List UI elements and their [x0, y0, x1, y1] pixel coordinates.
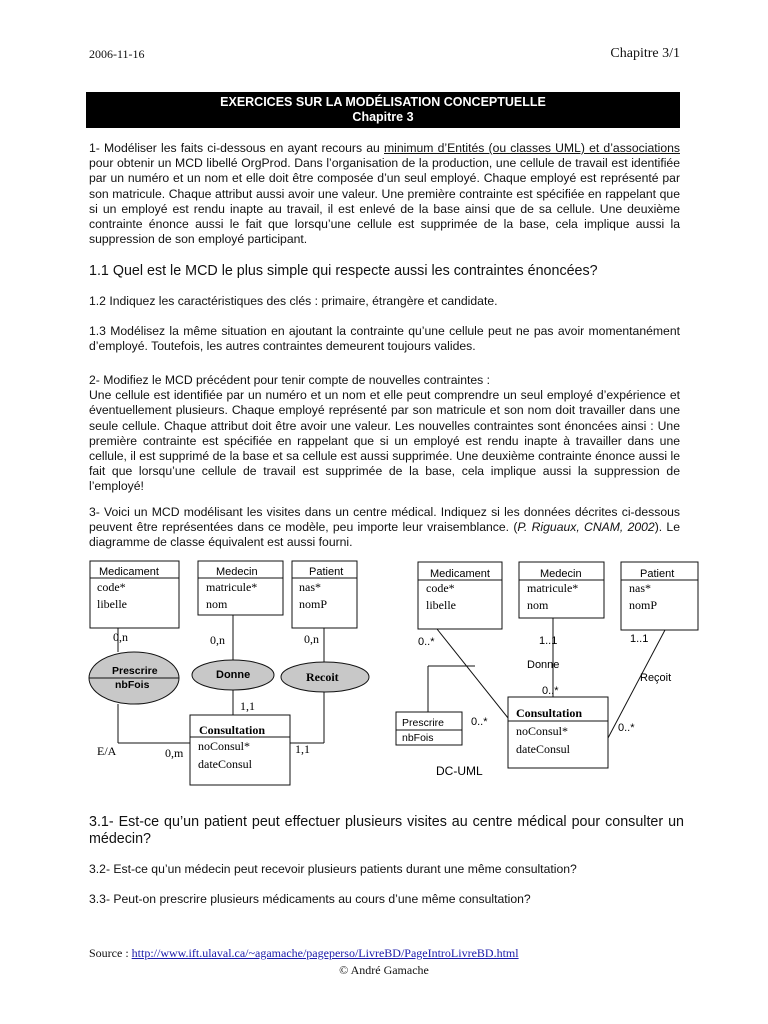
uml-card-patient: 1..1 [630, 633, 649, 645]
question-1-3: 1.3 Modélisez la même situation en ajoutant la contrainte qu’une cellule peut ne pas avoir momentanément d’employé. Toutefois, les autres contraintes demeurent toujours valides. [89, 324, 680, 354]
mcd-medicament-attr-2: libelle [97, 597, 127, 611]
mcd-card-donne-consult: 1,1 [240, 699, 255, 713]
mcd-prescrire-attr: nbFois [115, 679, 150, 691]
uml-consultation-attr-2: dateConsul [516, 742, 570, 756]
exercise-1-text [89, 141, 680, 247]
mcd-card-recoit-consult: 1,1 [295, 742, 310, 756]
uml-medicament-attr-2: libelle [426, 598, 456, 612]
uml-recoit-label: Reçoit [640, 672, 672, 684]
mcd-recoit-name: Recoit [306, 670, 339, 684]
exercise-3-citation: P. Riguaux, CNAM, 2002 [517, 520, 655, 535]
uml-prescrire-name: Prescrire [402, 717, 445, 729]
uml-medecin-name: Medecin [540, 568, 582, 580]
exercise-1-intro: 1- Modéliser les faits ci-dessous en ayant recours au [89, 141, 384, 155]
footer-copyright: © André Gamache [339, 963, 429, 977]
mcd-patient-attr-2: nomP [299, 597, 328, 611]
exercise-2-body: Une cellule est identifiée par un numéro et un nom et elle peut comprendre un seul employé d’expérience et éventuellement plusieurs. Chaque employé représenté par son matricule et son nom doit travailler dans une seule cellule. Chaque attribut doit être avoir une valeur. Les nouvelles contraintes sont énoncées ainsi : Une première contrainte est spécifiée en rappelant que si un employé est rendu inapte à travailler dans une cellule, il est supprimé de la base et sa cellule est aussi supprimée. Une deuxième contrainte énonce aussi le fait que lorsqu’une cellule de travail est supprimée de la base, cela implique aussi la suppression de l’employé! [89, 388, 680, 494]
uml-medicament-name: Medicament [430, 568, 490, 580]
question-3-3: 3.3- Peut-on prescrire plusieurs médicaments au cours d’une même consultation? [89, 892, 531, 906]
exercise-3-outro: ). Le diagramme de classe équivalent est aussi fourni. [89, 520, 680, 550]
exercise-3-intro: 3- Voici un MCD modélisant les visites dans un centre médical. Indiquez si les données décrites ci-dessous peuvent être représentées dans ce modèle, peu importe leur vraisemblance. ( [89, 505, 680, 535]
question-1-2: 1.2 Indiquez les caractéristiques des clés : primaire, étrangère et candidate. [89, 294, 498, 308]
header-chapter: Chapitre 3/1 [610, 46, 680, 61]
mcd-card-prescrire-consult: 0,m [165, 746, 184, 760]
uml-card-recoit-consult: 0..* [618, 722, 635, 734]
mcd-consultation-attr-1: noConsul* [198, 739, 251, 753]
mcd-medicament-attr-1: code* [97, 580, 126, 594]
mcd-consultation-name: Consultation [199, 723, 266, 737]
footer-source-link[interactable]: http://www.ift.ulaval.ca/~agamache/pageperso/LivreBD/PageIntroLivreBD.html [131, 946, 519, 960]
uml-patient-attr-2: nomP [629, 598, 658, 612]
exercise-1-body: pour obtenir un MCD libellé OrgProd. Dans l’organisation de la production, une cellule de travail est identifiée par un numéro et un nom et elle doit être composée d’un seul employé. Chaque employé est représenté par son matricule. Chaque attribut aussi avoir une valeur. Une première contrainte est spécifiée en rappelant que si un employé est rendu inapte au travail, il est enlevé de la base ainsi que de sa cellule. Une deuxième contrainte énonce aussi le fait que lorsqu’une cellule est supprimée de la base, cela implique aussi la suppression de son employé participant. [89, 156, 680, 247]
uml-medicament-attr-1: code* [426, 581, 455, 595]
uml-card-prescrire-consult: 0..* [471, 716, 488, 728]
mcd-medecin-attr-2: nom [206, 597, 228, 611]
mcd-card-patient: 0,n [304, 632, 319, 646]
question-1-1: 1.1 Quel est le MCD le plus simple qui respecte aussi les contraintes énoncées? [89, 263, 598, 279]
uml-prescrire-attr: nbFois [402, 732, 434, 744]
footer-source [89, 946, 519, 961]
mcd-card-medicament: 0,n [113, 630, 128, 644]
mcd-prescrire-name: Prescrire [112, 665, 158, 677]
header-date: 2006-11-16 [89, 47, 145, 61]
uml-card-medecin: 1..1 [539, 635, 558, 647]
mcd-consultation-attr-2: dateConsul [198, 757, 252, 771]
title-banner [86, 92, 680, 128]
exercise-2-intro: 2- Modifiez le MCD précédent pour tenir compte de nouvelles contraintes : [89, 373, 491, 387]
exercise-2-text [89, 373, 680, 495]
banner-subtitle: Chapitre 3 [352, 110, 414, 124]
uml-card-medicament: 0..* [418, 636, 435, 648]
uml-consultation-name: Consultation [516, 706, 583, 720]
question-3-2: 3.2- Est-ce qu’un médecin peut recevoir plusieurs patients durant une même consultation? [89, 862, 577, 876]
exercise-3-text [89, 505, 680, 551]
question-3-1: 3.1- Est-ce qu’un patient peut effectuer plusieurs visites au centre médical pour consulter un médecin? [89, 814, 684, 847]
uml-donne-label: Donne [527, 659, 560, 671]
exercise-1-underlined: minimum d’Entités (ou classes UML) et d’associations [384, 141, 680, 155]
banner-title: EXERCICES SUR LA MODÉLISATION CONCEPTUELLE [220, 95, 546, 109]
mcd-donne-name: Donne [216, 669, 251, 681]
uml-patient-name: Patient [640, 568, 675, 580]
uml-patient-attr-1: nas* [629, 581, 651, 595]
mcd-medicament-name: Medicament [99, 566, 159, 578]
mcd-patient-attr-1: nas* [299, 580, 321, 594]
uml-medecin-attr-1: matricule* [527, 581, 579, 595]
diagrams [0, 550, 768, 790]
mcd-medecin-attr-1: matricule* [206, 580, 258, 594]
mcd-ea-label: E/A [97, 744, 117, 758]
uml-card-donne-consult: 0..* [542, 685, 559, 697]
mcd-card-medecin: 0,n [210, 633, 225, 647]
mcd-medecin-name: Medecin [216, 566, 258, 578]
uml-medecin-attr-2: nom [527, 598, 549, 612]
uml-consultation-attr-1: noConsul* [516, 724, 569, 738]
uml-dc-label: DC-UML [436, 764, 483, 778]
mcd-patient-name: Patient [309, 566, 344, 578]
footer-source-label: Source : [89, 946, 132, 960]
